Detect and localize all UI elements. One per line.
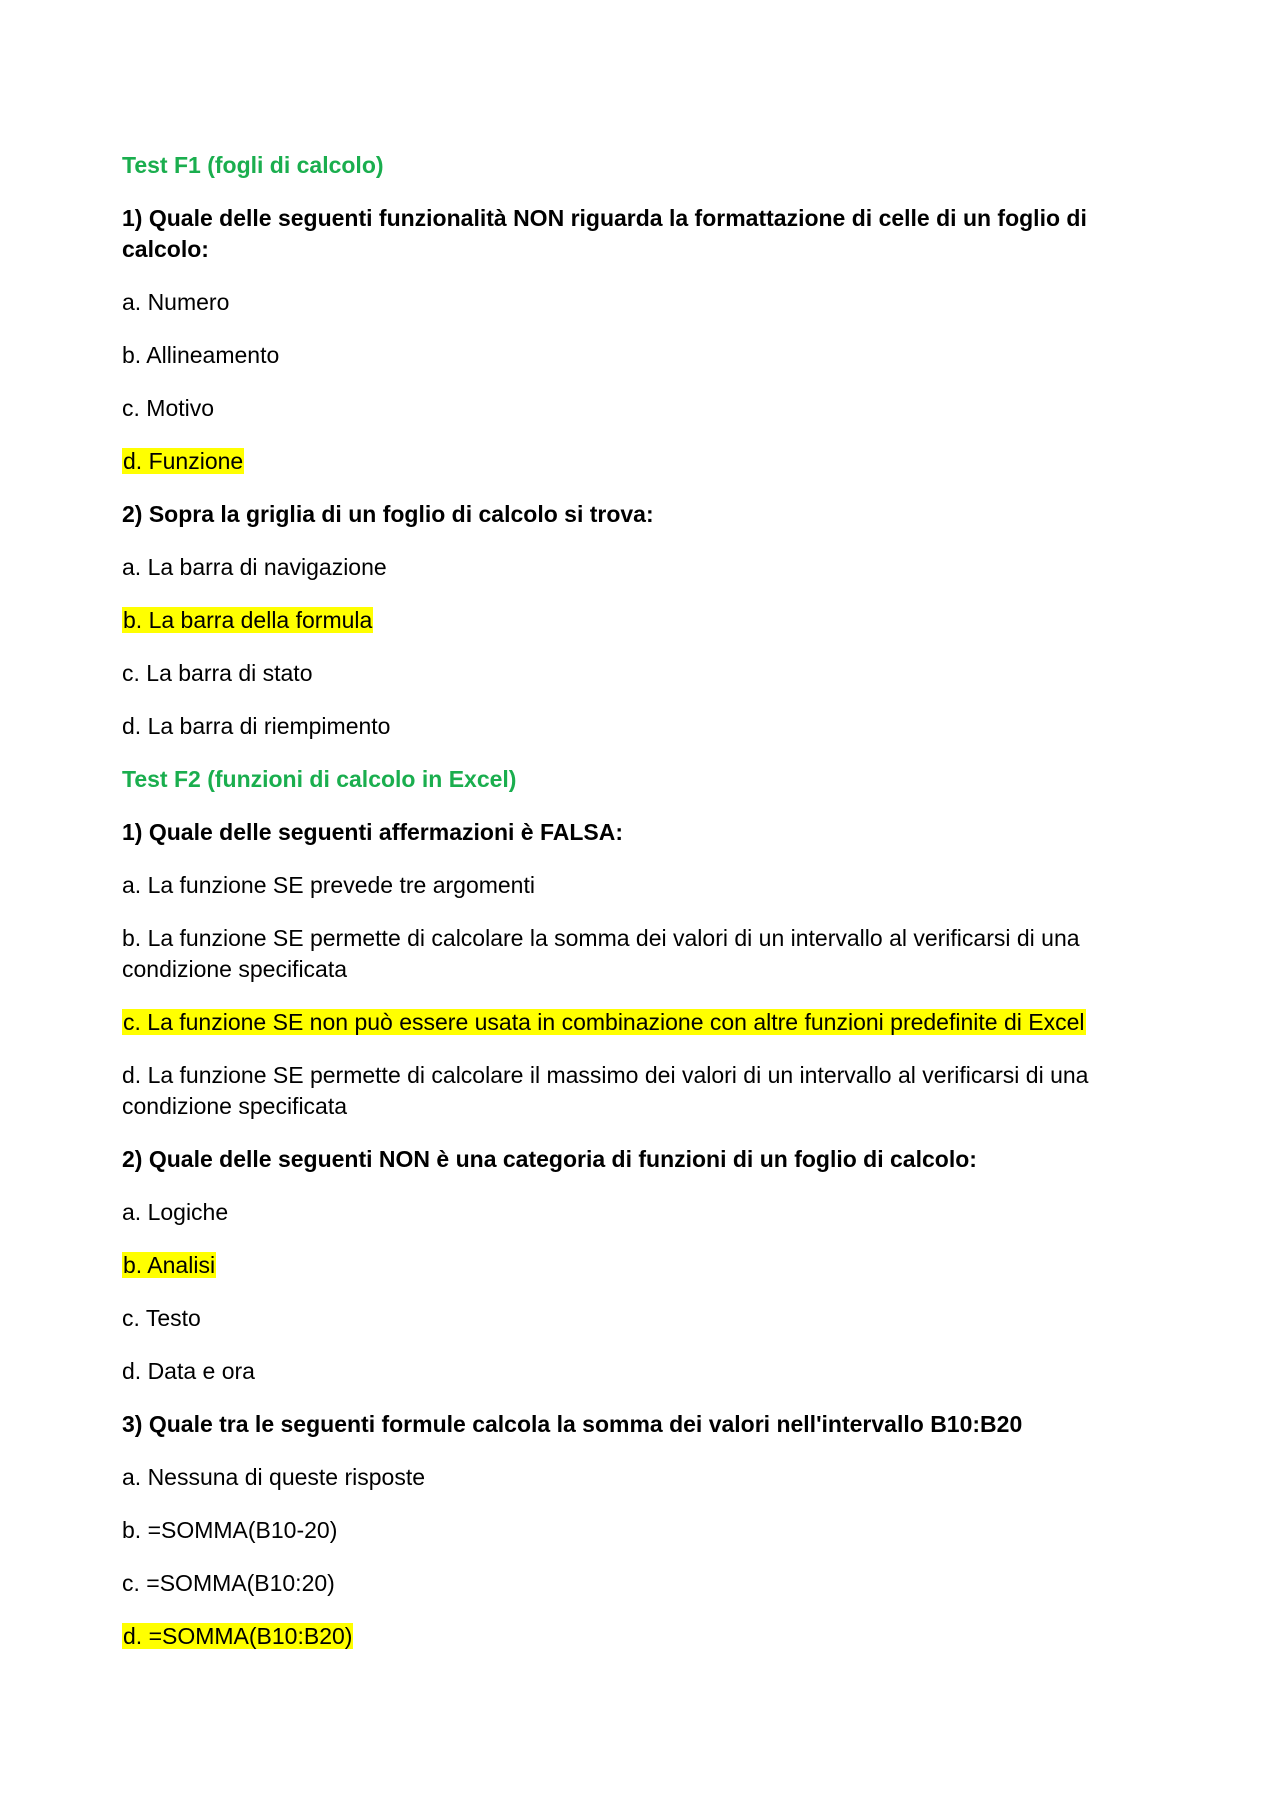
- answer-text: c. Testo: [122, 1305, 201, 1331]
- answer-f2-3-d: [122, 1621, 1162, 1652]
- answer-f2-1-c: [122, 1007, 1162, 1038]
- answer-text: d. La funzione SE permette di calcolare il massimo dei valori di un intervallo al verificarsi di una condizione specificata: [122, 1062, 1089, 1119]
- answer-f1-1-b: [122, 340, 1162, 371]
- highlighted-correct-answer: b. La barra della formula: [123, 607, 373, 633]
- highlighted-correct-answer: b. Analisi: [123, 1252, 216, 1278]
- document-content: [122, 150, 1162, 1674]
- answer-f2-2-c: [122, 1303, 1162, 1334]
- answer-f2-2-b: [122, 1250, 1162, 1281]
- answer-text: a. La funzione SE prevede tre argomenti: [122, 872, 535, 898]
- question-f2-1: 1) Quale delle seguenti affermazioni è FALSA:: [122, 819, 624, 845]
- answer-f2-1-a: [122, 870, 1162, 901]
- answer-f1-2-d: [122, 711, 1162, 742]
- answer-text: a. Logiche: [122, 1199, 229, 1225]
- section-title-test-f1: Test F1 (fogli di calcolo): [122, 152, 384, 178]
- answer-f1-2-b: [122, 605, 1162, 636]
- question-f1-2: 2) Sopra la griglia di un foglio di calcolo si trova:: [122, 501, 654, 527]
- highlighted-correct-answer: d. Funzione: [123, 448, 244, 474]
- question-f2-2: 2) Quale delle seguenti NON è una categoria di funzioni di un foglio di calcolo:: [122, 1146, 977, 1172]
- answer-f1-1-a: [122, 287, 1162, 318]
- section-title-test-f2: Test F2 (funzioni di calcolo in Excel): [122, 766, 517, 792]
- answer-text: b. Allineamento: [122, 342, 280, 368]
- answer-f2-3-c: [122, 1568, 1162, 1599]
- question-f1-1: 1) Quale delle seguenti funzionalità NON riguarda la formattazione di celle di un foglio di calcolo:: [122, 205, 1087, 262]
- answer-text: c. La barra di stato: [122, 660, 313, 686]
- answer-f1-1-c: [122, 393, 1162, 424]
- answer-f2-1-d: [122, 1060, 1162, 1122]
- answer-text: c. =SOMMA(B10:20): [122, 1570, 335, 1596]
- answer-text: c. Motivo: [122, 395, 215, 421]
- answer-text: a. Numero: [122, 289, 230, 315]
- answer-text: d. Data e ora: [122, 1358, 255, 1384]
- answer-f2-3-b: [122, 1515, 1162, 1546]
- answer-text: d. La barra di riempimento: [122, 713, 391, 739]
- question-f2-3: 3) Quale tra le seguenti formule calcola la somma dei valori nell'intervallo B10:B20: [122, 1411, 1023, 1437]
- answer-f2-3-a: [122, 1462, 1162, 1493]
- answer-text: a. Nessuna di queste risposte: [122, 1464, 426, 1490]
- answer-text: a. La barra di navigazione: [122, 554, 387, 580]
- answer-f2-2-d: [122, 1356, 1162, 1387]
- answer-f1-2-c: [122, 658, 1162, 689]
- highlighted-correct-answer: c. La funzione SE non può essere usata in combinazione con altre funzioni predefinite di Excel: [123, 1009, 1085, 1035]
- answer-f2-2-a: [122, 1197, 1162, 1228]
- answer-text: b. La funzione SE permette di calcolare la somma dei valori di un intervallo al verificarsi di una condizione specificata: [122, 925, 1080, 982]
- answer-text: b. =SOMMA(B10-20): [122, 1517, 338, 1543]
- highlighted-correct-answer: d. =SOMMA(B10:B20): [123, 1623, 353, 1649]
- answer-f1-1-d: [122, 446, 1162, 477]
- answer-f1-2-a: [122, 552, 1162, 583]
- answer-f2-1-b: [122, 923, 1162, 985]
